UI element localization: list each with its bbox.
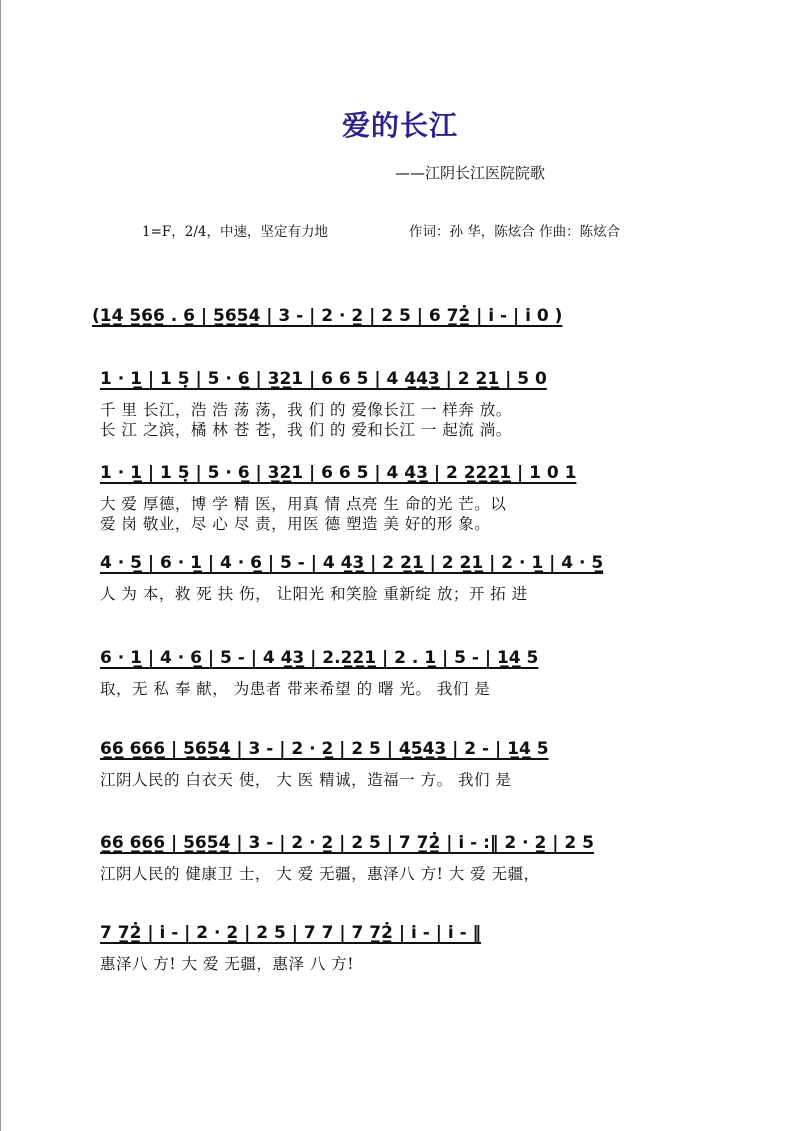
lyric-line: 惠泽八 方! 大 爱 无疆，惠泽 八 方!	[100, 955, 355, 973]
notation-line: 4 · 5̲ | 6 · 1̲ | 4 · 6̲ | 5 - | 4 4̲3̲ | 2 2̲1̲ | 2 2̲1̲ | 2 · 1̲ | 4 · 5̲	[100, 553, 604, 573]
notation-line: 6̲6̲ 6̲6̲6̲ | 5̲6̲5̲4̲ | 3 - | 2 · 2̲ | 2 5 | 7 7̲2̲̇ | i̇ - :‖ 2 · 2̲ | 2 5	[100, 833, 594, 853]
score-row-5	[0, 738, 800, 818]
score-row-4	[0, 647, 800, 727]
notation-line: 7 7̲2̲̇ | i̇ - | 2 · 2̲ | 2 5 | 7 7 | 7 7̲2̲̇ | i̇ - | i̇ - ‖	[100, 923, 482, 943]
notation-line: (1̲4̲ 5̲6̲6̲ . 6̲ | 5̲6̲5̲4̲ | 3 - | 2 · 2̲ | 2 5 | 6 7̲2̲̇ | i̇ - | i̇ 0 )	[92, 306, 563, 326]
lyric-line: 人 为 本，救 死 扶 伤， 让阳光 和笑脸 重新绽 放；开 拓 进	[100, 585, 528, 603]
lyric-verse-1: 千 里 长江，浩 浩 荡 荡，我 们 的 爱像长江 一 样奔 放。	[100, 401, 512, 419]
lyric-line: 取，无 私 奉 献， 为患者 带来希望 的 曙 光。 我们 是	[100, 680, 491, 698]
score-row-7	[0, 922, 800, 1002]
notation-line: 6 · 1̲ | 4 · 6̲ | 5 - | 4 4̲3̲ | 2.2̲2̲1̲ | 2 . 1̲ | 5 - | 1̲4̲ 5	[100, 648, 539, 668]
lyric-verse-2: 长 江 之滨，橘 林 苍 苍，我 们 的 爱和长江 一 起流 淌。	[100, 421, 512, 439]
score-row-6	[0, 832, 800, 912]
score-row-2	[0, 462, 800, 542]
credits: 作词：孙 华，陈炫合 作曲：陈炫合	[409, 224, 621, 240]
notation-line: 1 · 1̲ | 1 5̣ | 5 · 6̲ | 3̲2̲1 | 6 6 5 | 4 4̲4̲3̲ | 2 2̲1̲ | 5 0	[100, 369, 547, 389]
lyric-verse-1: 大 爱 厚德，博 学 精 医，用真 情 点亮 生 命的光 芒。以	[100, 495, 507, 513]
score-row-1	[0, 368, 800, 448]
lyric-verse-2: 爱 岗 敬业，尽 心 尽 责，用医 德 塑造 美 好的形 象。	[100, 515, 491, 533]
lyric-line: 江阴人民的 健康卫 士， 大 爱 无疆，惠泽八 方! 大 爱 无疆，	[100, 865, 540, 883]
key-tempo-marking: 1=F，2/4，中速，坚定有力地	[142, 224, 328, 240]
notation-line: 6̲6̲ 6̲6̲6̲ | 5̲6̲5̲4̲ | 3 - | 2 · 2̲ | 2 5 | 4̲5̲4̲3̲ | 2 - | 1̲4̲ 5	[100, 739, 549, 759]
notation-line: 1 · 1̲ | 1 5̣ | 5 · 6̲ | 3̲2̲1 | 6 6 5 | 4 4̲3̲ | 2 2̲2̲2̲1̲ | 1 0 1	[100, 463, 577, 483]
song-title: 爱的长江	[341, 109, 458, 142]
score-row-3	[0, 552, 800, 632]
lyric-line: 江阴人民的 白衣天 使， 大 医 精诚，造福一 方。 我们 是	[100, 771, 512, 789]
song-subtitle: ——江阴长江医院院歌	[395, 164, 546, 182]
